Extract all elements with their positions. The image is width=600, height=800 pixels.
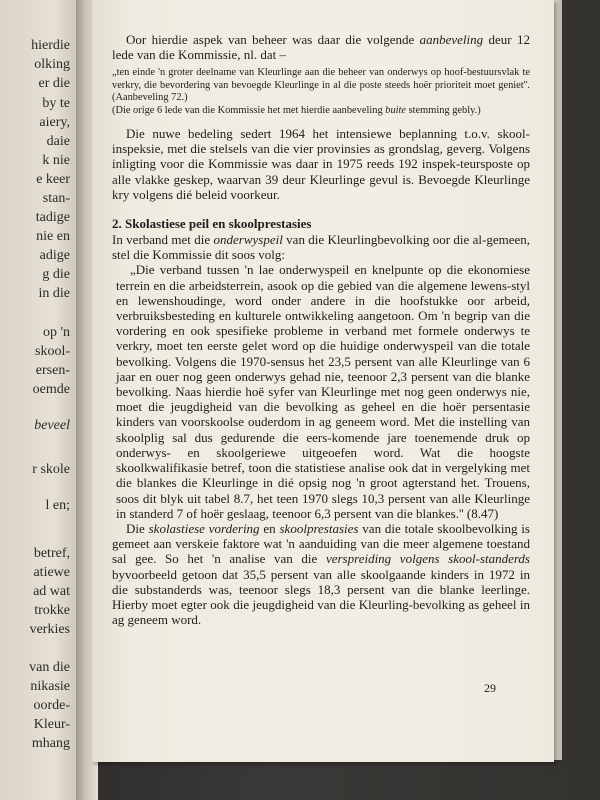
left-page-fragment: ersen- <box>35 363 70 378</box>
left-page-fragment: betref, <box>33 546 70 561</box>
left-page-edge <box>0 0 76 800</box>
left-page-fragment: er die <box>38 76 70 91</box>
section-heading: 2. Skolastiese peil en skoolprestasies <box>112 216 312 232</box>
left-page-fragment: nie en <box>36 229 70 244</box>
paragraph-education-level-intro: In verband met die onderwyspeil van die Kleurlingbevolking oor die al-gemeen, stel die Kommissie dit soos volg: <box>112 232 531 263</box>
left-page-fragment: aiery, <box>39 115 70 130</box>
book-page <box>92 0 554 762</box>
left-page-fragment: in die <box>38 286 70 301</box>
left-page-fragment: mhang <box>31 736 70 751</box>
left-page-fragment: by te <box>42 96 70 111</box>
paragraph-scholastic-progress: Die skolastiese vordering en skoolprestasies van die totale skoolbevolking is gemeet aan verskeie faktore wat 'n aanduiding van die meer algemene toestand sal gee. So het 'n analise van die verspreiding volgens skool-standerds byvoorbeeld getoon dat 35,5 persent van alle skoolgaande kinders in 1972 in die substanderds was, teenoor slegs 18,3 persent van die blanke leerlinge. Hierby moet egter ook die jeugdigheid van die Kleurling-bevolking as geheel in ag geneem word. <box>112 520 530 628</box>
left-page-fragment: e keer <box>36 172 70 187</box>
quote-commission: „Die verband tussen 'n lae onderwyspeil en knelpunte op die ekonomiese terrein en die arbeidsterrein, asook op die gebied van die algemene lewens-styl en lewenshoudinge, word onder andere in die hoofstukke oor arbeid, verbruiksbesteding en kulturele ontwikkeling aangetoon. Om 'n begrip van die vordering en ook spesifieke probleme in verband met formele onderwys te verkry, moet ten eerste gelet word op die huidige onderwyspeil van die totale bevolking. Volgens die 1970-sensus het 23,5 persent van alle Kleurlinge van 6 jaar en ouer nog geen onderwys gehad nie, teenoor 2,3 persent van die blanke bevolking. Naas hierdie hoë syfer van Kleurlinge met nog geen onderwys nie, moet die jeugdigheid van die bevolking as geheel en die hoër persentasie kinders van voorskoolse ouderdom in ag geneem word. Met die instelling van skoolplig sal dus gedurende die eers-komende jare toenemende druk op onderwys- en skoolgeriewe uitgeoefen word. Wat die hoogste skoolkwalifikasie betref, toon die statistiese analise ook dat in vergelyking met die blankes die Kleurlinge in dié opsig nog 'n groot agterstand het. Trouens, soos dit blyk uit tabel 8.7, het teen 1970 slegs 10,3 persent van alle Kleurlinge in standerd 7 of hoër geslaag, teenoor 6,3 persent van die blankes.'' (8.47) <box>116 262 530 521</box>
left-page-fragment: daie <box>46 134 70 149</box>
left-page-fragment: trokke <box>34 603 70 618</box>
left-page-fragment: Kleur- <box>33 717 70 732</box>
left-page-fragment: stan- <box>42 191 70 206</box>
left-page-fragment: nikasie <box>30 679 70 694</box>
left-page-fragment: g die <box>42 267 70 282</box>
left-page-fragment: atiewe <box>33 565 70 580</box>
left-page-fragment: oemde <box>32 382 70 397</box>
left-page-fragment: adige <box>39 248 70 263</box>
left-page-fragment: r skole <box>32 462 70 477</box>
left-page-fragment: skool- <box>35 344 70 359</box>
paragraph-inspection: Die nuwe bedeling sedert 1964 het intensiewe beplanning t.o.v. skool-inspeksie, met die stelsels van die vier provinsies as grondslag, geverg. Volgens inligting voor die Kommissie was daar in 1975 reeds 192 inspek-teursposte op alle vlakke geskep, waarvan 39 deur Kleurlinge gevul is. Bevoegde Kleurlinge kry volgens dié beleid voorkeur. <box>112 126 530 202</box>
left-page-fragment: olking <box>34 57 70 72</box>
quote-recommendation-72: „ten einde 'n groter deelname van Kleurlinge aan die beheer van onderwys op hoof-bestuursvlak te verkry, die bevordering van bevoegde Kleurlinge in al die poste steeds hoër prioriteit moet geniet''. (Aanbeveling 72.) <box>112 67 530 104</box>
left-page-fragment: op 'n <box>42 325 70 340</box>
left-page-fragment: verkies <box>29 622 70 637</box>
note-other-members: (Die orige 6 lede van die Kommissie het met hierdie aanbeveling buite stemming gebly.) <box>112 104 481 116</box>
paragraph-recommendation-intro: Oor hierdie aspek van beheer was daar die volgende aanbeveling deur 12 lede van die Kommissie, nl. dat – <box>112 32 530 63</box>
page-stack-edge <box>554 0 562 760</box>
page-content <box>112 32 530 627</box>
left-page-fragment: l en; <box>45 498 70 513</box>
left-page-fragment: k nie <box>42 153 70 168</box>
left-page-fragment: hierdie <box>31 38 70 53</box>
left-page-fragment: beveel <box>34 418 70 433</box>
left-page-fragment: tadige <box>35 210 70 225</box>
left-page-fragment: van die <box>29 660 70 675</box>
page-number: 29 <box>484 681 496 695</box>
left-page-fragment: ad wat <box>33 584 70 599</box>
left-page-fragment: oorde- <box>33 698 70 713</box>
